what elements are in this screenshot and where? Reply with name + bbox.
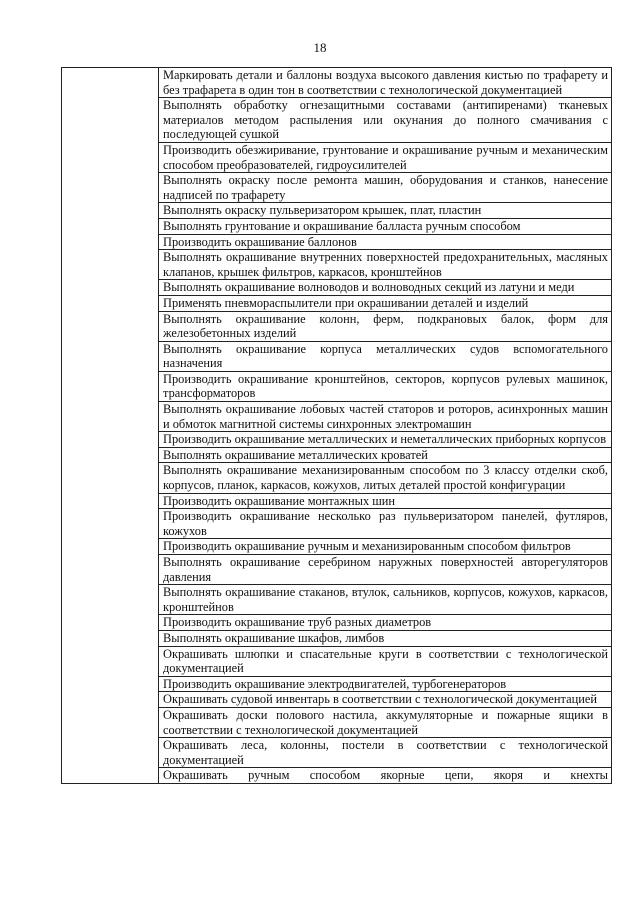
action-text: Окрашивать ручным способом якорные цепи, якоря и кнехты	[163, 768, 608, 783]
action-cell	[159, 218, 612, 234]
action-text: Выполнять окрашивание шкафов, лимбов	[163, 630, 385, 645]
action-cell	[159, 280, 612, 296]
action-cell	[159, 463, 612, 493]
action-cell	[159, 509, 612, 539]
action-text: Выполнять окрашивание колонн, ферм, подкрановых балок, форм для железобетонных изделий	[163, 311, 608, 341]
action-cell	[159, 295, 612, 311]
action-text: Маркировать детали и баллоны воздуха высокого давления кистью по трафарету и без трафарета в один тон в соответствии с технологической документацией	[163, 68, 608, 97]
action-cell	[159, 707, 612, 737]
action-cell	[159, 371, 612, 401]
action-text: Выполнять окрашивание волноводов и волноводных секций из латуни и меди	[163, 280, 575, 295]
action-text: Производить окрашивание электродвигателей, турбогенераторов	[163, 676, 507, 691]
action-text: Выполнять окрашивание стаканов, втулок, сальников, корпусов, кожухов, каркасов, кронштейнов	[163, 585, 608, 614]
action-cell	[159, 311, 612, 341]
action-text: Производить обезжиривание, грунтование и окрашивание ручным и механическим способом преобразователей, гидроусилителей	[163, 142, 608, 172]
action-text: Окрашивать доски полового настила, аккумуляторные и пожарные ящики в соответствии с технологической документацией	[163, 707, 608, 737]
action-text: Производить окрашивание баллонов	[163, 234, 357, 249]
action-cell	[159, 203, 612, 219]
action-text: Окрашивать шлюпки и спасательные круги в соответствии с технологической документацией	[163, 646, 608, 676]
action-text: Применять пневмораспылители при окрашивании деталей и изделий	[163, 295, 529, 310]
action-cell	[159, 738, 612, 768]
action-cell	[159, 630, 612, 646]
action-cell	[159, 646, 612, 676]
action-cell	[159, 555, 612, 585]
action-cell	[159, 402, 612, 432]
action-cell	[159, 250, 612, 280]
action-text: Выполнять окрашивание корпуса металлических судов вспомогательного назначения	[163, 341, 608, 371]
action-text: Выполнять окрашивание лобовых частей статоров и роторов, асинхронных машин и обмоток магнитной системы синхронных электромашин	[163, 402, 608, 431]
work-actions-table	[61, 67, 612, 784]
action-text: Производить окрашивание монтажных шин	[163, 493, 396, 508]
table-row	[62, 68, 612, 98]
action-text: Выполнять окраску пульверизатором крышек, плат, пластин	[163, 203, 482, 218]
action-cell	[159, 692, 612, 708]
action-cell	[159, 585, 612, 615]
action-cell	[159, 142, 612, 172]
action-cell	[159, 447, 612, 463]
action-text: Производить окрашивание металлических и неметаллических приборных корпусов	[163, 432, 607, 447]
action-text: Производить окрашивание несколько раз пульверизатором панелей, футляров, кожухов	[163, 509, 608, 538]
action-text: Окрашивать леса, колонны, постели в соответствии с технологической документацией	[163, 738, 608, 767]
action-text: Выполнять окрашивание внутренних поверхностей предохранительных, масляных клапанов, крышек фильтров, каркасов, кронштейнов	[163, 250, 608, 279]
action-cell	[159, 539, 612, 555]
table-body	[62, 68, 612, 784]
action-cell	[159, 615, 612, 631]
action-cell	[159, 676, 612, 692]
action-cell	[159, 234, 612, 250]
action-text: Производить окрашивание труб разных диаметров	[163, 615, 432, 630]
action-text: Выполнять окрашивание металлических кроватей	[163, 447, 428, 462]
action-text: Выполнять обработку огнезащитными составами (антипиренами) тканевых материалов методом распыления или окунания до полного смачивания с последующей сушкой	[163, 98, 608, 142]
action-text: Производить окрашивание кронштейнов, секторов, корпусов рулевых машинок, трансформаторов	[163, 371, 608, 401]
action-cell	[159, 493, 612, 509]
action-cell	[159, 98, 612, 143]
action-cell	[159, 173, 612, 203]
action-text: Выполнять грунтование и окрашивание балласта ручным способом	[163, 218, 521, 233]
action-cell	[159, 68, 612, 98]
action-text: Выполнять окрашивание серебрином наружных поверхностей авторегуляторов давления	[163, 555, 608, 584]
action-text: Производить окрашивание ручным и механизированным способом фильтров	[163, 539, 571, 554]
action-text: Выполнять окрашивание механизированным способом по 3 классу отделки скоб, корпусов, планок, каркасов, кожухов, литых деталей простой конфигурации	[163, 463, 608, 493]
page-number: 18	[313, 40, 327, 55]
left-column-cell	[62, 68, 159, 784]
action-text: Выполнять окраску после ремонта машин, оборудования и станков, нанесение надписей по трафарету	[163, 173, 608, 202]
action-text: Окрашивать судовой инвентарь в соответствии с технологической документацией	[163, 692, 597, 707]
action-cell	[159, 768, 612, 784]
action-cell	[159, 432, 612, 448]
action-cell	[159, 341, 612, 371]
